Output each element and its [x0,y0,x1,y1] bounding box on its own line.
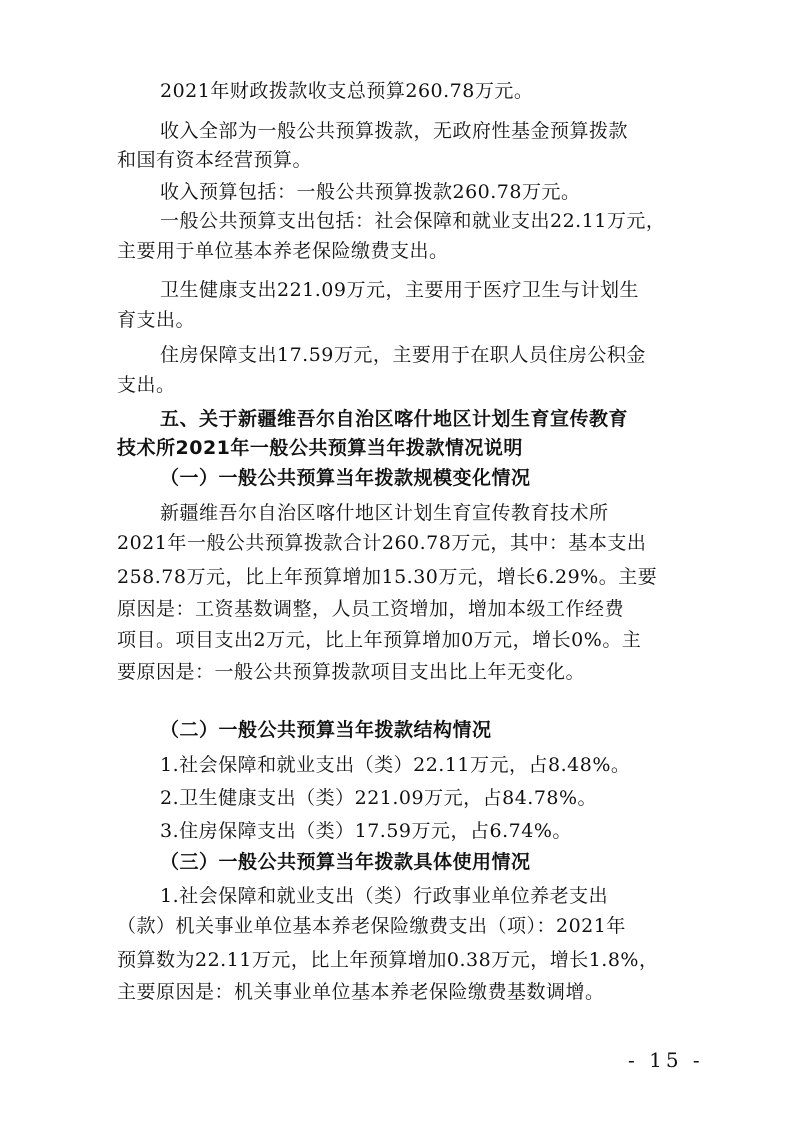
paragraph-line: 258.78万元，比上年预算增加15.30万元，增长6.29%。主要 [117,566,658,588]
page-number: - 15 - [628,1048,704,1072]
list-item: 2.卫生健康支出（类）221.09万元，占84.78%。 [160,787,598,809]
paragraph-line: 卫生健康支出221.09万元，主要用于医疗卫生与计划生 [160,279,639,301]
paragraph-line: 新疆维吾尔自治区喀什地区计划生育宣传教育技术所 [160,502,609,524]
section-heading: 技术所2021年一般公共预算当年拨款情况说明 [117,437,523,459]
paragraph-line: 主要原因是：机关事业单位基本养老保险缴费基数调增。 [117,981,605,1003]
paragraph-line: 要原因是：一般公共预算拨款项目支出比上年无变化。 [117,661,586,683]
paragraph-line: 原因是：工资基数调整，人员工资增加，增加本级工作经费 [117,598,625,620]
paragraph-line: 收入预算包括：一般公共预算拨款260.78万元。 [160,181,581,203]
list-item: 1.社会保障和就业支出（类）22.11万元，占8.48%。 [160,754,631,776]
subsection-heading: （一）一般公共预算当年拨款规模变化情况 [160,467,531,489]
paragraph-line: 一般公共预算支出包括：社会保障和就业支出22.11万元， [160,210,666,232]
paragraph-line: 育支出。 [117,309,196,331]
paragraph-line: 主要用于单位基本养老保险缴费支出。 [117,240,449,262]
paragraph-line: 2021年一般公共预算拨款合计260.78万元，其中：基本支出 [117,532,647,554]
paragraph-line: 和国有资本经营预算。 [117,149,313,171]
paragraph-line: 住房保障支出17.59万元，主要用于在职人员住房公积金 [160,344,646,366]
section-heading: 五、关于新疆维吾尔自治区喀什地区计划生育宣传教育 [160,408,629,430]
list-item: 3.住房保障支出（类）17.59万元，占6.74%。 [160,820,572,842]
paragraph-line: 收入全部为一般公共预算拨款，无政府性基金预算拨款 [160,120,629,142]
subsection-heading: （三）一般公共预算当年拨款具体使用情况 [160,851,531,873]
paragraph-line: 支出。 [117,374,176,396]
paragraph-line: 1.社会保障和就业支出（类）行政事业单位养老支出 [160,885,609,907]
paragraph-line: 2021年财政拨款收支总预算260.78万元。 [160,80,534,102]
paragraph-line: 项目。项目支出2万元，比上年预算增加0万元，增长0%。主 [117,629,642,651]
subsection-heading: （二）一般公共预算当年拨款结构情况 [160,719,492,741]
paragraph-line: （款）机关事业单位基本养老保险缴费支出（项）：2021年 [117,915,626,937]
paragraph-line: 预算数为22.11万元，比上年预算增加0.38万元，增长1.8%， [117,949,659,971]
